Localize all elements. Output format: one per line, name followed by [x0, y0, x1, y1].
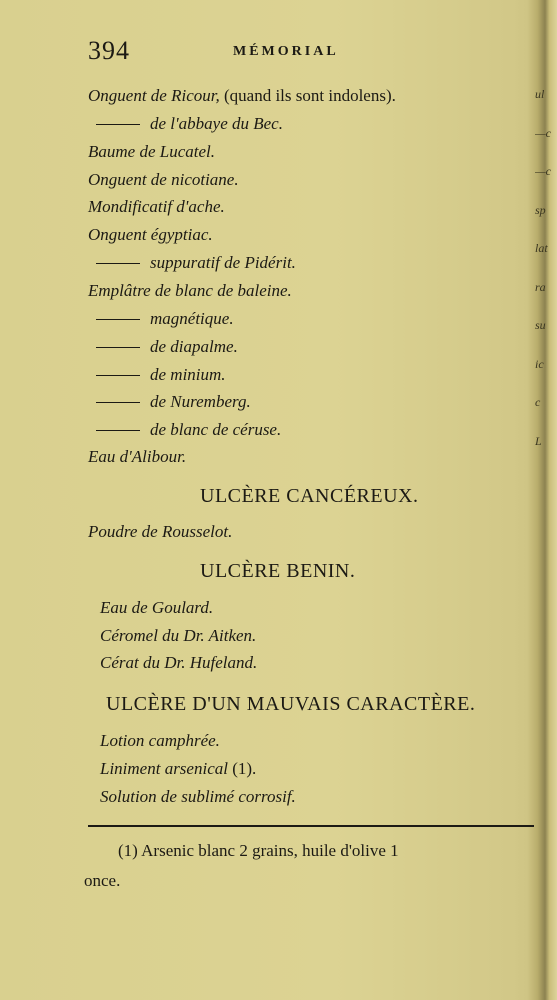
remedy-name: Eau d'Alibour. — [88, 447, 187, 466]
footnote-text: (1) Arsenic blanc 2 grains, huile d'olive 1 — [118, 841, 399, 860]
remedy-entry — [88, 142, 215, 162]
remedy-entry — [96, 253, 296, 273]
remedy-entry — [100, 731, 220, 751]
remedy-name: de Nuremberg. — [150, 392, 251, 411]
remedy-name: de minium. — [150, 365, 226, 384]
remedy-name: Solution de sublimé corrosif. — [100, 787, 296, 806]
remedy-entry — [96, 337, 238, 357]
ditto-dash — [96, 124, 140, 125]
remedy-name: Onguent de Ricour, — [88, 86, 220, 105]
remedy-name: Mondificatif d'ache. — [88, 197, 225, 216]
remedy-entry — [96, 420, 281, 440]
edge-fragment: —c — [535, 125, 551, 140]
remedy-entry — [100, 626, 256, 646]
ditto-dash — [96, 319, 140, 320]
remedy-name: Eau de Goulard. — [100, 598, 214, 617]
remedy-entry — [100, 759, 256, 779]
footnote-reference: (1). — [232, 759, 257, 778]
edge-fragment: sp — [535, 202, 546, 217]
edge-fragment: ic — [535, 356, 544, 371]
remedy-entry — [88, 197, 225, 217]
remedy-name: de diapalme. — [150, 337, 238, 356]
remedy-entry — [96, 114, 283, 134]
page-number: 394 — [88, 36, 130, 65]
facing-page-text-fragments — [535, 75, 557, 460]
remedy-name: Emplâtre de blanc de baleine. — [88, 281, 292, 300]
remedy-entry — [88, 170, 239, 190]
remedy-name: Céromel du Dr. Aitken. — [100, 626, 257, 645]
remedy-name: Cérat du Dr. Hufeland. — [100, 653, 258, 672]
remedy-name: Onguent égyptiac. — [88, 225, 213, 244]
remedy-entry — [96, 309, 234, 329]
remedy-entry — [88, 447, 186, 467]
remedy-entry — [96, 365, 226, 385]
remedy-entry — [100, 598, 213, 618]
remedy-entry — [100, 787, 296, 807]
edge-fragment: lat — [535, 241, 548, 255]
edge-fragment: c — [535, 395, 541, 409]
remedy-entry — [88, 225, 213, 245]
ditto-dash — [96, 263, 140, 264]
footnote — [84, 836, 536, 896]
remedy-name: Poudre de Rousselot. — [88, 522, 233, 541]
remedy-name: de blanc de céruse. — [150, 420, 282, 439]
remedy-name: suppuratif de Pidérit. — [150, 253, 296, 272]
remedy-entry — [88, 281, 292, 301]
ditto-dash — [96, 375, 140, 376]
footnote-continuation: once. — [84, 871, 121, 890]
footnote-rule — [88, 825, 534, 827]
edge-fragment: ra — [535, 279, 546, 294]
section-heading: ULCÈRE D'UN MAUVAIS CARACTÈRE. — [106, 693, 476, 715]
remedy-name: Liniment arsenical — [100, 759, 228, 778]
ditto-dash — [96, 347, 140, 348]
edge-fragment: —c — [535, 164, 551, 178]
edge-fragment: su — [535, 318, 546, 332]
remedy-entry — [100, 653, 257, 673]
remedy-note: (quand ils sont indolens). — [219, 86, 396, 105]
running-title: MÉMORIAL — [233, 44, 339, 59]
edge-fragment: L — [535, 433, 542, 448]
page-header — [88, 36, 498, 70]
remedy-name: Lotion camphrée. — [100, 731, 220, 750]
remedy-entry — [88, 86, 396, 106]
remedy-name: Baume de Lucatel. — [88, 142, 215, 161]
remedy-name: magnétique. — [150, 309, 234, 328]
remedy-name: Onguent de nicotiane. — [88, 170, 239, 189]
section-heading: ULCÈRE BENIN. — [200, 560, 356, 582]
ditto-dash — [96, 430, 140, 431]
edge-fragment: ul — [535, 87, 545, 101]
ditto-dash — [96, 402, 140, 403]
remedy-name: de l'abbaye du Bec. — [150, 114, 283, 133]
section-heading: ULCÈRE CANCÉREUX. — [200, 485, 419, 507]
remedy-entry — [96, 392, 251, 412]
remedy-entry — [88, 522, 232, 542]
